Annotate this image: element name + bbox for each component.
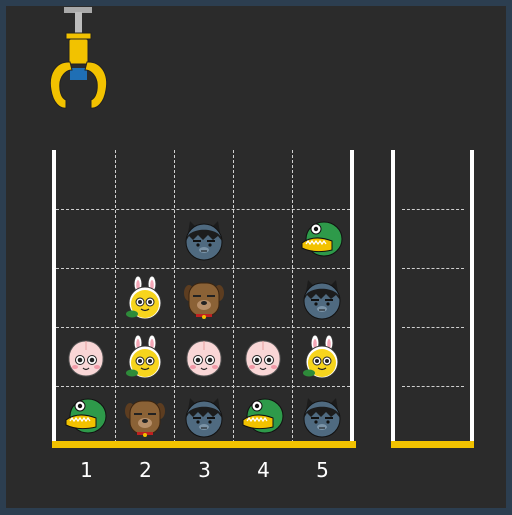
ryan-black-doll-icon bbox=[292, 268, 351, 327]
basket-row-divider bbox=[402, 327, 464, 328]
ryan-black-doll-icon bbox=[174, 386, 233, 445]
apeach-doll-icon bbox=[233, 327, 292, 386]
basket-right-wall bbox=[470, 150, 474, 445]
column-label-4[interactable]: 4 bbox=[257, 458, 270, 482]
apeach-doll-icon bbox=[56, 327, 115, 386]
jordy-doll-icon bbox=[56, 386, 115, 445]
basket-left-wall bbox=[391, 150, 395, 445]
basket-floor bbox=[391, 441, 474, 448]
muzi-doll-icon bbox=[292, 327, 351, 386]
column-label-5[interactable]: 5 bbox=[316, 458, 329, 482]
jordy-doll-icon bbox=[233, 386, 292, 445]
main-floor bbox=[52, 441, 356, 448]
crane-claw-icon[interactable] bbox=[50, 6, 120, 121]
column-label-1[interactable]: 1 bbox=[80, 458, 93, 482]
frodo-doll-icon bbox=[115, 386, 174, 445]
muzi-doll-icon bbox=[115, 268, 174, 327]
basket-row-divider bbox=[402, 209, 464, 210]
basket-row-divider bbox=[402, 268, 464, 269]
jordy-doll-icon bbox=[292, 209, 351, 268]
column-label-2[interactable]: 2 bbox=[139, 458, 152, 482]
basket-row-divider bbox=[402, 386, 464, 387]
ryan-black-doll-icon bbox=[174, 209, 233, 268]
apeach-doll-icon bbox=[174, 327, 233, 386]
frodo-doll-icon bbox=[174, 268, 233, 327]
muzi-doll-icon bbox=[115, 327, 174, 386]
game-board bbox=[6, 6, 506, 508]
column-label-3[interactable]: 3 bbox=[198, 458, 211, 482]
ryan-black-doll-icon bbox=[292, 386, 351, 445]
